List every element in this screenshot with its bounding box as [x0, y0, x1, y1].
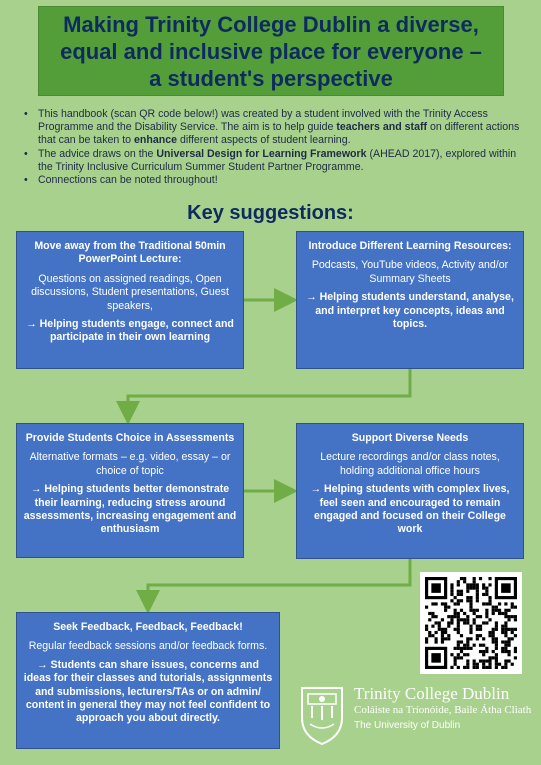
arrow-down-1: [128, 369, 410, 416]
intro-text: The advice draws on the: [38, 147, 157, 160]
card-outcome: → Helping students better demonstrate their learning, reducing stress around assessments, increasing engagement and enthusiasm: [23, 483, 237, 536]
title-line-3: a student's perspective: [149, 66, 393, 91]
tcd-logo: [296, 682, 536, 752]
card-body: Questions on assigned readings, Open discussions, Student presentations, Guest speakers,: [31, 272, 229, 312]
suggestion-card-3: [16, 423, 244, 558]
card-body: Alternative formats – e.g. video, essay – or choice of topic: [29, 451, 231, 477]
arrow-down-2: [148, 559, 410, 605]
suggestion-card-5: [16, 612, 280, 749]
title-line-1: Making Trinity College Dublin a diverse,: [63, 12, 479, 37]
intro-text: (AHEAD 2017), explored within the Trinity Inclusive Curriculum Summer Student Partner Programme.: [38, 147, 517, 173]
tcd-crest-icon: [298, 684, 346, 746]
card-outcome: → Helping students with complex lives, feel seen and encouraged to remain engaged and focused on their College work: [310, 483, 510, 536]
intro-text: on different actions that can be taken to: [38, 121, 520, 147]
qr-code-icon: [425, 577, 517, 669]
tcd-subtitle: The University of Dublin: [354, 720, 461, 731]
title-line-2: equal and inclusive place for everyone –: [60, 39, 482, 64]
qr-code[interactable]: [420, 572, 522, 674]
tcd-name: Trinity College Dublin: [354, 684, 510, 703]
card-body: Regular feedback sessions and/or feedback forms.: [28, 640, 268, 653]
intro-text: different aspects of student learning.: [177, 134, 351, 147]
card-title: Support Diverse Needs: [351, 432, 469, 444]
intro-text: This handbook (scan QR code below!) was created by a student involved with the Trinity Access Programme and the Disability Service. The aim is to help guide: [38, 108, 488, 134]
intro-emphasis: Universal Design for Learning Framework: [156, 147, 367, 160]
intro-emphasis: enhance: [134, 134, 177, 147]
card-outcome: → Helping students understand, analyse, and interpret key concepts, ideas and topics.: [306, 291, 514, 331]
card-title: Move away from the Traditional 50min PowerPoint Lecture:: [34, 240, 226, 266]
tcd-irish-name: Coláiste na Tríonóide, Baile Átha Cliath: [354, 704, 532, 716]
intro-emphasis: teachers and staff: [336, 121, 428, 134]
card-outcome: → Helping students engage, connect and participate in their own learning: [26, 318, 234, 344]
intro-bullet-3: • Connections can be noted throughout!: [22, 174, 522, 187]
card-outcome: → Students can share issues, concerns and ideas for their classes and tutorials, assignments and submissions, lecturers/TAs or on admin/ content in general they may not feel confident to approach you about directly.: [23, 658, 273, 725]
key-suggestions-heading: Key suggestions:: [187, 202, 354, 224]
card-body: Lecture recordings and/or class notes, holding additional office hours: [320, 451, 500, 477]
card-body: Podcasts, YouTube videos, Activity and/or Summary Sheets: [311, 259, 509, 285]
card-title: Provide Students Choice in Assessments: [25, 432, 235, 444]
suggestion-card-2: [296, 231, 524, 369]
card-title: Seek Feedback, Feedback, Feedback!: [53, 621, 243, 633]
suggestion-card-1: [16, 231, 244, 369]
card-title: Introduce Different Learning Resources:: [308, 240, 512, 252]
suggestion-card-4: [296, 423, 524, 559]
